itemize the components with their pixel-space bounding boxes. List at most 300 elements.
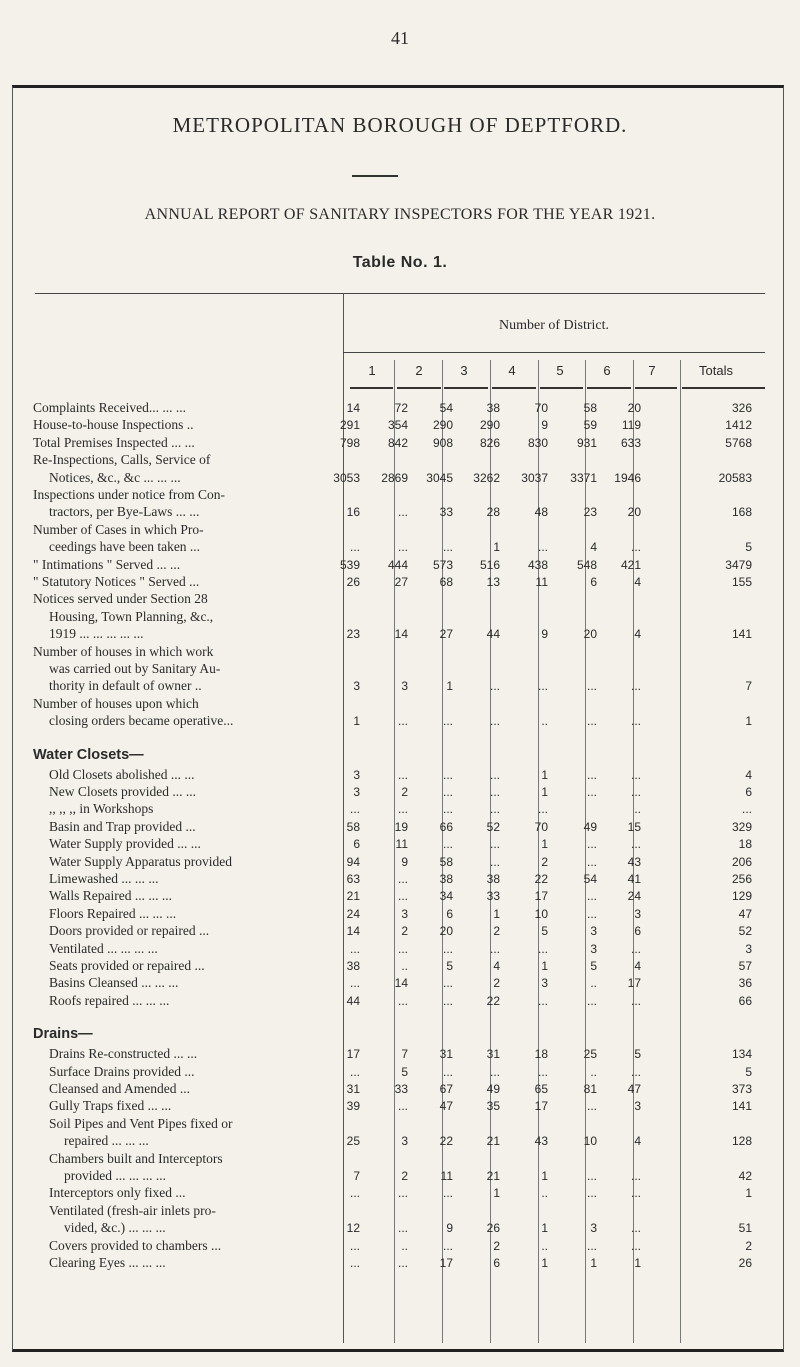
total-value: ... <box>741 802 752 817</box>
district-value: 2 <box>401 785 408 799</box>
district-value: 81 <box>583 1082 597 1096</box>
district-value: .. <box>541 714 548 729</box>
district-value: 70 <box>534 401 548 415</box>
district-value: 66 <box>439 819 453 834</box>
district-value: ... <box>489 714 500 729</box>
district-value: .. <box>634 802 641 817</box>
district-value: ... <box>630 1186 641 1201</box>
section-heading: Water Closets— <box>33 746 144 763</box>
district-value: ... <box>537 993 548 1008</box>
row-label: thority in default of owner .. <box>49 678 202 694</box>
total-value: 1 <box>745 714 752 729</box>
row-label: Covers provided to chambers ... <box>49 1237 222 1253</box>
row-label: Cleansed and Amended ... <box>49 1081 190 1096</box>
column-header-district-7: 7 <box>648 363 656 378</box>
district-value: ... <box>397 540 408 555</box>
row-label: Notices, &c., &c ... ... ... <box>49 469 181 485</box>
district-value: 3 <box>541 976 548 991</box>
row-label: Roofs repaired ... ... ... <box>49 992 170 1008</box>
district-value: ... <box>489 679 500 694</box>
column-header-rule <box>682 387 765 389</box>
district-value: 3262 <box>473 470 500 485</box>
district-value: .. <box>541 1186 548 1201</box>
district-value: 19 <box>394 819 408 834</box>
district-value: 633 <box>620 435 641 450</box>
district-value: 826 <box>479 435 500 450</box>
district-value: ... <box>442 1186 453 1201</box>
row-label: provided ... ... ... ... <box>64 1168 166 1183</box>
district-value: 22 <box>486 993 500 1008</box>
district-value: ... <box>630 993 641 1008</box>
total-value: 57 <box>738 959 752 973</box>
district-value: 3 <box>353 767 360 782</box>
column-header-district-6: 6 <box>603 363 611 378</box>
district-value: 1 <box>634 1256 641 1270</box>
column-header-rule <box>492 387 536 389</box>
district-value: 354 <box>387 418 408 433</box>
district-value: 4 <box>493 959 500 973</box>
district-value: ... <box>349 1238 360 1253</box>
district-value: 31 <box>439 1047 453 1062</box>
row-label: vided, &c.) ... ... ... <box>64 1220 166 1236</box>
row-label: Basin and Trap provided ... <box>49 818 196 834</box>
table-top-rule <box>35 293 765 294</box>
district-value: 26 <box>346 575 360 589</box>
total-value: 5768 <box>725 435 752 450</box>
district-value: ... <box>586 767 597 782</box>
row-label: Water Supply provided ... ... <box>49 836 201 852</box>
row-label: tractors, per Bye-Laws ... ... <box>49 504 200 520</box>
district-value: 43 <box>627 854 641 869</box>
row-label: Housing, Town Planning, &c., <box>49 608 214 624</box>
column-header-rule <box>540 387 583 389</box>
district-value: 1 <box>493 1186 500 1201</box>
district-value: 31 <box>346 1082 360 1096</box>
district-value: 11 <box>395 837 408 852</box>
district-value: 1 <box>590 1256 597 1270</box>
district-value: ... <box>397 872 408 886</box>
district-value: 6 <box>634 924 641 939</box>
row-label: Re-Inspections, Calls, Service of <box>33 452 211 468</box>
total-value: 7 <box>745 679 752 694</box>
district-value: 58 <box>583 401 597 415</box>
district-value: 2 <box>493 976 500 991</box>
district-value: ... <box>586 1238 597 1253</box>
district-value: ... <box>630 941 641 956</box>
district-value: ... <box>442 837 453 852</box>
district-value: 38 <box>486 872 500 886</box>
district-value: 35 <box>486 1099 500 1114</box>
row-label: Ventilated (fresh-air inlets pro- <box>49 1202 216 1218</box>
row-label: Ventilated ... ... ... ... <box>49 940 158 956</box>
district-value: 31 <box>486 1047 500 1062</box>
row-label: Water Supply Apparatus provided <box>49 853 233 869</box>
column-divider <box>680 360 681 1343</box>
total-value: 1 <box>745 1186 752 1201</box>
district-value: 14 <box>346 401 360 415</box>
district-value: ... <box>489 837 500 852</box>
district-value: ... <box>630 1064 641 1079</box>
district-value: 4 <box>634 959 641 973</box>
total-value: 128 <box>731 1134 752 1149</box>
total-value: 36 <box>738 976 752 991</box>
district-value: ... <box>537 679 548 694</box>
district-value: 5 <box>446 959 453 973</box>
total-value: 3479 <box>725 557 752 572</box>
district-value: ... <box>442 993 453 1008</box>
district-value: 44 <box>346 993 360 1008</box>
district-value: 1 <box>541 785 548 799</box>
district-value: ... <box>397 1099 408 1114</box>
district-value: ... <box>397 505 408 520</box>
district-value: 14 <box>346 924 360 939</box>
district-value: 2 <box>401 1169 408 1183</box>
district-value: 16 <box>346 505 360 520</box>
row-label: closing orders became operative... <box>49 713 234 729</box>
district-value: 33 <box>394 1082 408 1096</box>
total-value: 52 <box>738 924 752 939</box>
district-value: 7 <box>401 1047 408 1062</box>
district-value: 21 <box>346 889 360 904</box>
district-value: ... <box>397 1256 408 1270</box>
district-value: 68 <box>439 575 453 589</box>
row-label: 1919 ... ... ... ... ... <box>49 626 144 642</box>
district-value: 9 <box>401 854 408 869</box>
row-label: Soil Pipes and Vent Pipes fixed or <box>49 1115 233 1131</box>
district-value: 3 <box>634 1099 641 1114</box>
total-value: 1412 <box>725 418 752 433</box>
district-group-header: Number of District. <box>498 318 610 333</box>
district-value: 1 <box>493 540 500 555</box>
group-header-rule <box>343 352 765 353</box>
column-header-rule <box>635 387 677 389</box>
table-caption: Table No. 1. <box>352 254 448 271</box>
district-value: ... <box>489 767 500 782</box>
district-value: 47 <box>439 1099 453 1114</box>
district-value: 20 <box>627 401 641 415</box>
column-header-rule <box>397 387 441 389</box>
district-value: ... <box>630 837 641 852</box>
district-value: 24 <box>627 889 641 904</box>
column-header-district-2: 2 <box>415 363 423 378</box>
district-value: 3 <box>401 906 408 921</box>
row-label: Inspections under notice from Con- <box>33 487 225 502</box>
district-value: 94 <box>346 854 360 869</box>
district-value: 3 <box>590 924 597 939</box>
row-label: Old Closets abolished ... ... <box>49 766 195 782</box>
district-value: 21 <box>486 1169 500 1183</box>
district-value: ... <box>397 993 408 1008</box>
district-value: 27 <box>439 627 453 642</box>
district-value: 33 <box>486 889 500 904</box>
column-header-rule <box>587 387 631 389</box>
district-value: 539 <box>339 557 360 572</box>
row-label: Number of houses upon which <box>33 695 199 711</box>
district-value: ... <box>537 802 548 817</box>
district-value: ... <box>586 1186 597 1201</box>
district-value: 1 <box>541 959 548 973</box>
row-label: Drains Re-constructed ... ... <box>49 1046 198 1062</box>
district-value: 41 <box>627 872 641 886</box>
district-value: 516 <box>479 557 500 572</box>
district-value: ... <box>489 1064 500 1079</box>
district-value: ... <box>489 785 500 799</box>
district-value: ... <box>586 714 597 729</box>
district-value: 3 <box>590 1221 597 1236</box>
district-value: 3 <box>353 679 360 694</box>
row-label: Interceptors only fixed ... <box>49 1185 186 1201</box>
district-value: 2869 <box>381 470 408 485</box>
total-value: 134 <box>731 1047 752 1062</box>
district-value: 38 <box>346 959 360 973</box>
district-value: 10 <box>583 1134 597 1149</box>
district-value: 830 <box>527 435 548 450</box>
district-value: ... <box>397 802 408 817</box>
district-value: 548 <box>576 557 597 572</box>
district-value: ... <box>442 540 453 555</box>
row-label: House-to-house Inspections .. <box>33 417 194 433</box>
column-header-district-5: 5 <box>556 363 564 378</box>
district-value: 11 <box>535 575 548 589</box>
district-value: ... <box>489 854 500 869</box>
district-value: ... <box>442 976 453 991</box>
district-value: 10 <box>534 906 548 921</box>
district-value: ... <box>586 785 597 799</box>
district-value: 25 <box>583 1047 597 1062</box>
district-value: 17 <box>627 976 641 991</box>
district-value: ... <box>397 889 408 904</box>
district-value: ... <box>489 941 500 956</box>
row-label: ,, ,, ,, in Workshops <box>49 801 154 817</box>
column-header-district-1: 1 <box>368 363 376 378</box>
district-value: 22 <box>439 1134 453 1149</box>
total-value: 326 <box>731 401 752 415</box>
district-value: 11 <box>440 1169 453 1183</box>
district-value: ... <box>397 714 408 729</box>
district-value: ... <box>586 906 597 921</box>
district-value: 2 <box>541 854 548 869</box>
district-value: 44 <box>486 627 500 642</box>
row-label: " Intimations " Served ... ... <box>33 556 181 572</box>
district-value: ... <box>537 941 548 956</box>
district-value: 43 <box>534 1134 548 1149</box>
district-value: ... <box>630 1238 641 1253</box>
district-value: 438 <box>527 557 548 572</box>
district-value: 58 <box>346 819 360 834</box>
total-value: 42 <box>738 1169 752 1183</box>
district-value: 23 <box>346 627 360 642</box>
district-value: ... <box>537 1064 548 1079</box>
district-value: 18 <box>534 1047 548 1062</box>
district-value: 14 <box>394 627 408 642</box>
district-value: ... <box>630 1169 641 1183</box>
row-label: was carried out by Sanitary Au- <box>49 661 221 676</box>
district-value: ... <box>349 976 360 991</box>
district-value: 2 <box>493 924 500 939</box>
district-value: ... <box>349 1064 360 1079</box>
district-value: 1 <box>353 714 360 729</box>
district-value: 573 <box>432 557 453 572</box>
district-value: ... <box>630 767 641 782</box>
district-value: 20 <box>439 924 453 939</box>
district-value: 63 <box>346 872 360 886</box>
district-value: 9 <box>446 1221 453 1236</box>
district-value: ... <box>442 767 453 782</box>
district-value: 9 <box>541 418 548 433</box>
total-value: 66 <box>738 993 752 1008</box>
district-value: 4 <box>634 575 641 589</box>
district-value: 6 <box>590 575 597 589</box>
district-value: 9 <box>541 627 548 642</box>
total-value: 206 <box>731 854 752 869</box>
district-value: 6 <box>353 837 360 852</box>
total-value: 141 <box>731 627 752 642</box>
district-value: 119 <box>621 418 641 433</box>
district-value: 20 <box>583 627 597 642</box>
district-value: .. <box>590 976 597 991</box>
district-value: ... <box>442 1064 453 1079</box>
district-value: 4 <box>590 540 597 555</box>
district-value: 39 <box>346 1099 360 1114</box>
district-value: 6 <box>493 1256 500 1270</box>
district-value: 290 <box>432 418 453 433</box>
district-value: 3371 <box>570 470 597 485</box>
district-value: 23 <box>583 505 597 520</box>
district-value: 59 <box>583 418 597 433</box>
title-divider <box>352 175 398 177</box>
district-value: 1 <box>541 1256 548 1270</box>
row-label: Basins Cleansed ... ... ... <box>49 975 179 991</box>
district-value: ... <box>442 785 453 799</box>
total-value: 18 <box>738 837 752 852</box>
district-value: 5 <box>541 924 548 939</box>
district-value: ... <box>397 1186 408 1201</box>
district-value: 26 <box>486 1221 500 1236</box>
total-value: 373 <box>731 1082 752 1096</box>
district-value: 24 <box>346 906 360 921</box>
district-value: 52 <box>486 819 500 834</box>
district-value: ... <box>630 714 641 729</box>
district-value: 22 <box>534 872 548 886</box>
district-value: .. <box>541 1238 548 1253</box>
district-value: 2 <box>401 924 408 939</box>
total-value: 4 <box>745 767 752 782</box>
total-value: 20583 <box>718 470 752 485</box>
district-value: 842 <box>387 435 408 450</box>
column-header-district-4: 4 <box>508 363 516 378</box>
report-title: METROPOLITAN BOROUGH OF DEPTFORD. <box>172 113 628 137</box>
district-value: 291 <box>339 418 360 433</box>
row-label: Doors provided or repaired ... <box>49 923 210 939</box>
district-value: 5 <box>401 1064 408 1079</box>
district-value: ... <box>630 540 641 555</box>
district-value: 72 <box>394 401 408 415</box>
district-value: 20 <box>627 505 641 520</box>
district-value: 17 <box>346 1047 360 1062</box>
district-value: 49 <box>583 819 597 834</box>
total-value: 26 <box>738 1256 752 1270</box>
column-header-rule <box>444 387 488 389</box>
row-label: Number of houses in which work <box>33 643 214 659</box>
district-value: 3 <box>634 906 641 921</box>
row-label: Notices served under Section 28 <box>33 591 208 607</box>
row-label: Surface Drains provided ... <box>49 1063 195 1079</box>
row-label: Gully Traps fixed ... ... <box>49 1098 172 1114</box>
total-value: 6 <box>745 785 752 799</box>
row-label: New Closets provided ... ... <box>49 784 196 799</box>
district-value: ... <box>586 993 597 1008</box>
column-header-district-3: 3 <box>460 363 468 378</box>
district-value: 3 <box>401 679 408 694</box>
district-value: 15 <box>627 819 641 834</box>
district-value: ... <box>442 714 453 729</box>
total-value: 141 <box>731 1099 752 1114</box>
district-value: .. <box>401 959 408 973</box>
district-value: 48 <box>534 505 548 520</box>
district-value: 3045 <box>426 470 453 485</box>
district-value: ... <box>349 802 360 817</box>
district-value: .. <box>590 1064 597 1079</box>
district-value: 34 <box>439 889 453 904</box>
district-value: ... <box>630 1221 641 1236</box>
row-label: Walls Repaired ... ... ... <box>49 888 173 904</box>
total-value: 5 <box>745 540 752 555</box>
district-value: 1 <box>446 679 453 694</box>
district-value: ... <box>349 941 360 956</box>
district-value: 1 <box>493 906 500 921</box>
row-label: ceedings have been taken ... <box>49 539 201 555</box>
column-header-rule <box>350 387 393 389</box>
district-value: 1 <box>541 767 548 782</box>
district-value: 17 <box>439 1256 453 1270</box>
district-value: 47 <box>627 1082 641 1096</box>
total-value: 129 <box>731 889 752 904</box>
district-value: 49 <box>486 1082 500 1096</box>
total-value: 155 <box>731 575 752 589</box>
district-value: ... <box>397 1221 408 1236</box>
district-value: ... <box>489 802 500 817</box>
district-value: 27 <box>394 575 408 589</box>
district-value: 5 <box>634 1047 641 1062</box>
district-value: ... <box>397 941 408 956</box>
district-value: ... <box>586 1169 597 1183</box>
district-value: 290 <box>479 418 500 433</box>
district-value: 1 <box>541 1169 548 1183</box>
district-value: ... <box>586 679 597 694</box>
district-value: ... <box>630 679 641 694</box>
district-value: 58 <box>439 854 453 869</box>
district-value: 4 <box>634 1134 641 1149</box>
total-value: 51 <box>738 1221 752 1236</box>
district-value: ... <box>442 941 453 956</box>
district-value: 33 <box>439 505 453 520</box>
district-value: 421 <box>620 557 641 572</box>
row-label: " Statutory Notices " Served ... <box>33 574 200 589</box>
district-value: 13 <box>486 575 500 589</box>
district-value: 21 <box>486 1134 500 1149</box>
district-value: 931 <box>576 435 597 450</box>
total-value: 3 <box>745 941 752 956</box>
district-value: 12 <box>346 1221 360 1236</box>
total-value: 5 <box>745 1064 752 1079</box>
page-number: 41 <box>391 28 409 48</box>
district-value: 65 <box>534 1082 548 1096</box>
total-value: 256 <box>731 872 752 886</box>
row-label: Seats provided or repaired ... <box>49 958 205 973</box>
district-value: ... <box>442 1238 453 1253</box>
district-value: 7 <box>353 1169 360 1183</box>
district-value: ... <box>349 1186 360 1201</box>
